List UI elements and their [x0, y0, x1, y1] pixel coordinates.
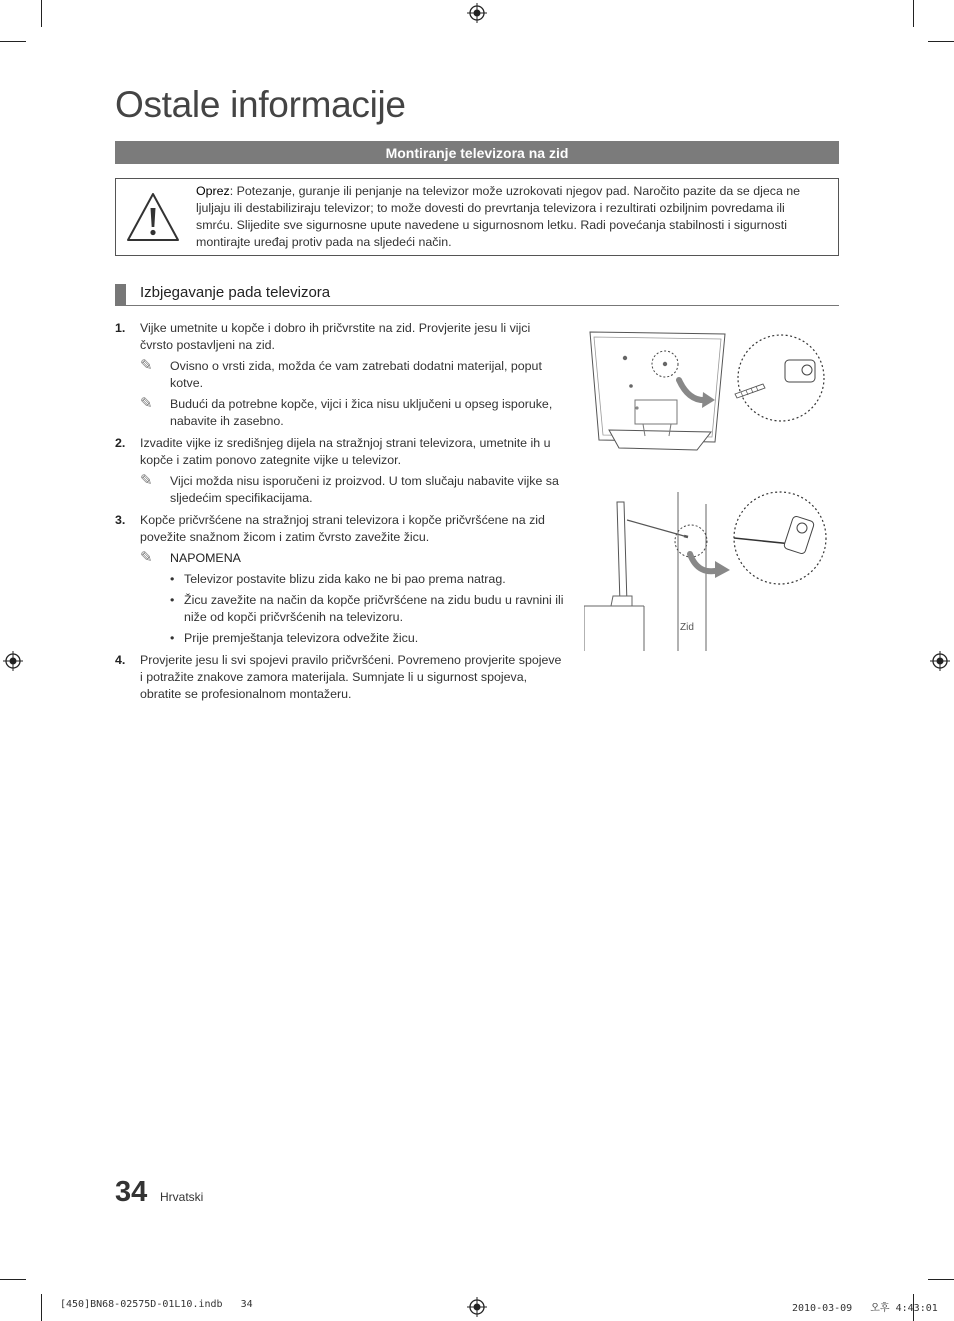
pencil-note-icon: ✎: [140, 549, 153, 566]
crop-mark: [0, 41, 26, 42]
tv-back-bracket-illustration: [585, 326, 830, 456]
note-text: Ovisno o vrsti zida, možda će vam zatrebati dodatni materijal, poput kotve.: [170, 359, 542, 390]
step-text: Vijke umetnite u kopče i dobro ih pričvrstite na zid. Provjerite jesu li vijci čvrsto postavljeni na zid.: [140, 321, 531, 352]
step-number: 2.: [115, 436, 126, 450]
pencil-note-icon: ✎: [140, 357, 153, 374]
crop-mark: [41, 1294, 42, 1321]
crop-mark: [928, 41, 954, 42]
step-text: Izvadite vijke iz središnjeg dijela na stražnjoj strani televizora, umetnite ih u kopče i zatim ponovo zategnite vijke u televizor.: [140, 436, 551, 467]
note-text: Vijci možda nisu isporučeni iz proizvod. U tom slučaju nabavite vijke sa sljedećim specifikacijama.: [170, 474, 559, 505]
subsection-rule: [115, 305, 839, 306]
crop-mark: [0, 1279, 26, 1280]
step-item: [115, 320, 565, 430]
bullet-item: • Prije premještanja televizora odvežite žicu.: [170, 631, 419, 645]
caution-box: [115, 178, 839, 256]
note: [140, 473, 565, 507]
caution-text: [196, 183, 822, 251]
registration-mark-icon: [3, 651, 23, 671]
step-item: [115, 435, 565, 507]
step-number: 4.: [115, 653, 126, 667]
steps-list: [115, 320, 565, 708]
warning-triangle-icon: [125, 191, 181, 243]
registration-mark-icon: [467, 3, 487, 23]
note-text: Budući da potrebne kopče, vijci i žica nisu uključeni u opseg isporuke, nabavite ih zasebno.: [170, 397, 553, 428]
registration-mark-icon: [930, 651, 950, 671]
wall-label: Zid: [680, 622, 694, 633]
section-title-bar: Montiranje televizora na zid: [115, 141, 839, 164]
subsection-marker: [115, 284, 126, 305]
step-text: Provjerite jesu li svi spojevi pravilo pričvršćeni. Povremeno provjerite spojeve i potražite znakove zamora materijala. Sumnjate li u sigurnost spojeva, obratite se profesionalnom montažeru.: [140, 653, 562, 701]
crop-mark: [913, 0, 914, 27]
note-heading: NAPOMENA: [170, 551, 241, 565]
crop-mark: [41, 0, 42, 27]
caution-body: : Potezanje, guranje ili penjanje na televizor može uzrokovati njegov pad. Naročito pazite da se djeca ne ljuljaju ili destabiliziraju televizor; to može dovesti do prevrtanja televizora i rezultirati ozbiljnim povredama ili smrću. Slijedite sve sigurnosne upute navedene u sigurnosnom letku. Radi povećanja stabilnosti i sigurnosti montirajte uređaj protiv pada na sljedeći način.: [196, 184, 801, 249]
step-number: 3.: [115, 513, 126, 527]
pencil-note-icon: ✎: [140, 472, 153, 489]
note: [140, 550, 565, 647]
caution-label: Oprez: [196, 184, 230, 198]
bullet-item: • Televizor postavite blizu zida kako ne bi pao prema natrag.: [170, 572, 506, 586]
registration-mark-icon: [467, 1297, 487, 1317]
print-file-info: [450]BN68-02575D-01L10.indb 34: [60, 1299, 253, 1310]
page-title: Ostale informacije: [115, 84, 406, 125]
step-item: [115, 652, 565, 703]
subsection-title: Izbjegavanje pada televizora: [140, 284, 331, 301]
step-number: 1.: [115, 321, 126, 335]
bullet-item: • Žicu zavežite na način da kopče pričvršćene na zidu budu u ravnini ili niže od kopči pričvršćenih na televizoru.: [170, 593, 564, 624]
page-language: Hrvatski: [160, 1190, 204, 1204]
crop-mark: [928, 1279, 954, 1280]
pencil-note-icon: ✎: [140, 395, 153, 412]
note: [140, 358, 565, 392]
tv-wall-wire-illustration: [584, 484, 834, 652]
print-timestamp: 2010-03-09 오후 4:43:01: [792, 1303, 938, 1314]
note: [140, 396, 565, 430]
page-number: 34: [115, 1176, 148, 1208]
step-text: Kopče pričvršćene na stražnjoj strani televizora i kopče pričvršćene na zid povežite snažnom žicom i zatim čvrsto zavežite žicu.: [140, 513, 545, 544]
step-item: [115, 512, 565, 647]
bullet-list: [170, 571, 565, 647]
